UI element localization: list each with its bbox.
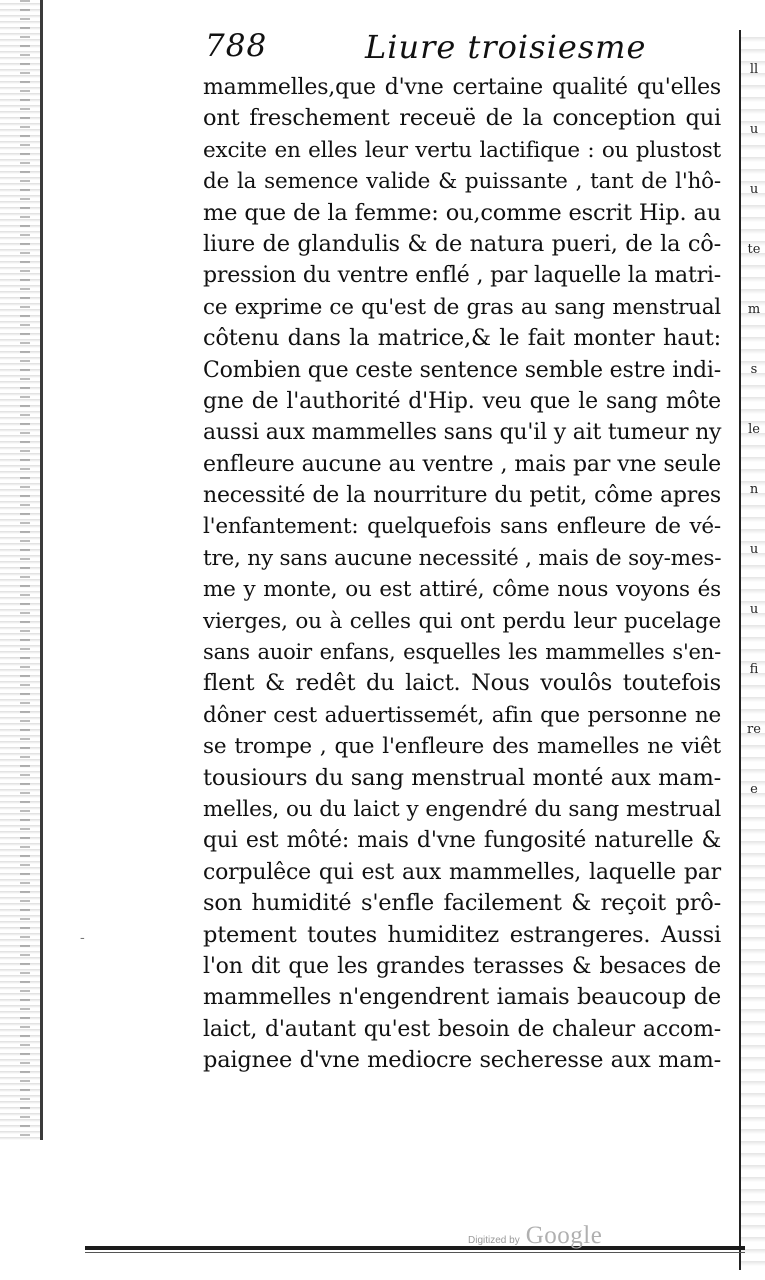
text-line: paignee d'vne mediocre secheresse aux mam- [203, 1047, 721, 1074]
text-line: côtenu dans la matrice,& le fait monter haut: [203, 325, 721, 352]
text-line: aussi aux mammelles sans qu'il y ait tumeur ny [203, 420, 722, 446]
text-line: me y monte, ou est attiré, côme nous voyons és [203, 577, 721, 603]
text-line: corpulêce qui est aux mammelles, laquelle par [203, 859, 721, 885]
text-line: l'on dit que les grandes terasses & besaces de [203, 953, 721, 979]
text-line: de la semence valide & puissante , tant de l'hô- [203, 169, 721, 195]
text-line: me que de la femme: ou,comme escrit Hip. au [203, 199, 721, 226]
text-line: qui est môté: mais d'vne fungosité naturelle & [203, 828, 721, 854]
text-line: tousiours du sang menstrual monté aux mam- [203, 764, 721, 791]
text-line: l'enfantement: quelquefois sans enfleure de vé- [203, 514, 721, 540]
bottom-rule-thin [85, 1252, 745, 1253]
watermark-prefix: Digitized by [468, 1235, 520, 1246]
body-text [203, 72, 721, 1077]
text-line: Combien que ceste sentence semble estre indi- [203, 357, 721, 383]
text-line: mammelles n'engendrent iamais beaucoup de [203, 984, 721, 1011]
text-line: ptement toutes humiditez estrangeres. Aussi [203, 921, 721, 948]
text-line: gne de l'authorité d'Hip. veu que le sang môte [203, 388, 721, 414]
running-title: Liure troisiesme [365, 28, 647, 66]
text-line: liure de glandulis & de natura pueri, de la cô- [203, 230, 721, 257]
google-logo: Google [525, 1222, 603, 1249]
left-edge-texture [20, 0, 30, 1140]
text-line: mammelles,que d'vne certaine qualité qu'elles [203, 75, 721, 100]
left-margin-mark: - [80, 930, 85, 946]
text-line: vierges, ou à celles qui ont perdu leur pucelage [203, 608, 721, 634]
text-line: melles, ou du laict y engendré du sang mestrual [203, 796, 721, 822]
page-number: 788 [205, 28, 268, 64]
text-line: son humidité s'enfle facilement & reçoit prô- [203, 890, 721, 917]
text-line: ont freschement receuë de la conception qui [203, 105, 721, 132]
text-line: pression du ventre enflé , par laquelle la matri- [203, 263, 721, 289]
text-line: dôner cest aduertissemét, afin que personne ne [203, 702, 721, 728]
text-line: excite en elles leur vertu lactifique : ou plustost [203, 137, 721, 163]
digitized-watermark [468, 1222, 602, 1252]
text-line: se trompe , que l'enfleure des mamelles ne viêt [203, 734, 721, 760]
left-page-edge [0, 0, 43, 1140]
text-line: laict, d'autant qu'est besoin de chaleur accom- [203, 1016, 721, 1042]
text-line: ce exprime ce qu'est de gras au sang menstrual [203, 294, 721, 320]
text-line: enfleure aucune au ventre , mais par vne seule [203, 451, 721, 477]
text-line: necessité de la nourriture du petit, côme apres [203, 483, 721, 509]
text-line: flent & redêt du laict. Nous voulôs toutefois [203, 670, 721, 697]
page-header [205, 28, 725, 72]
text-line: tre, ny sans aucune necessité , mais de soy-mes- [203, 545, 722, 571]
text-line: sans auoir enfans, esquelles les mammelles s'en- [203, 640, 721, 665]
right-margin-bleed-text: ll u u te m s le n u u fi re e [747, 62, 761, 797]
bottom-rule [85, 1246, 745, 1250]
